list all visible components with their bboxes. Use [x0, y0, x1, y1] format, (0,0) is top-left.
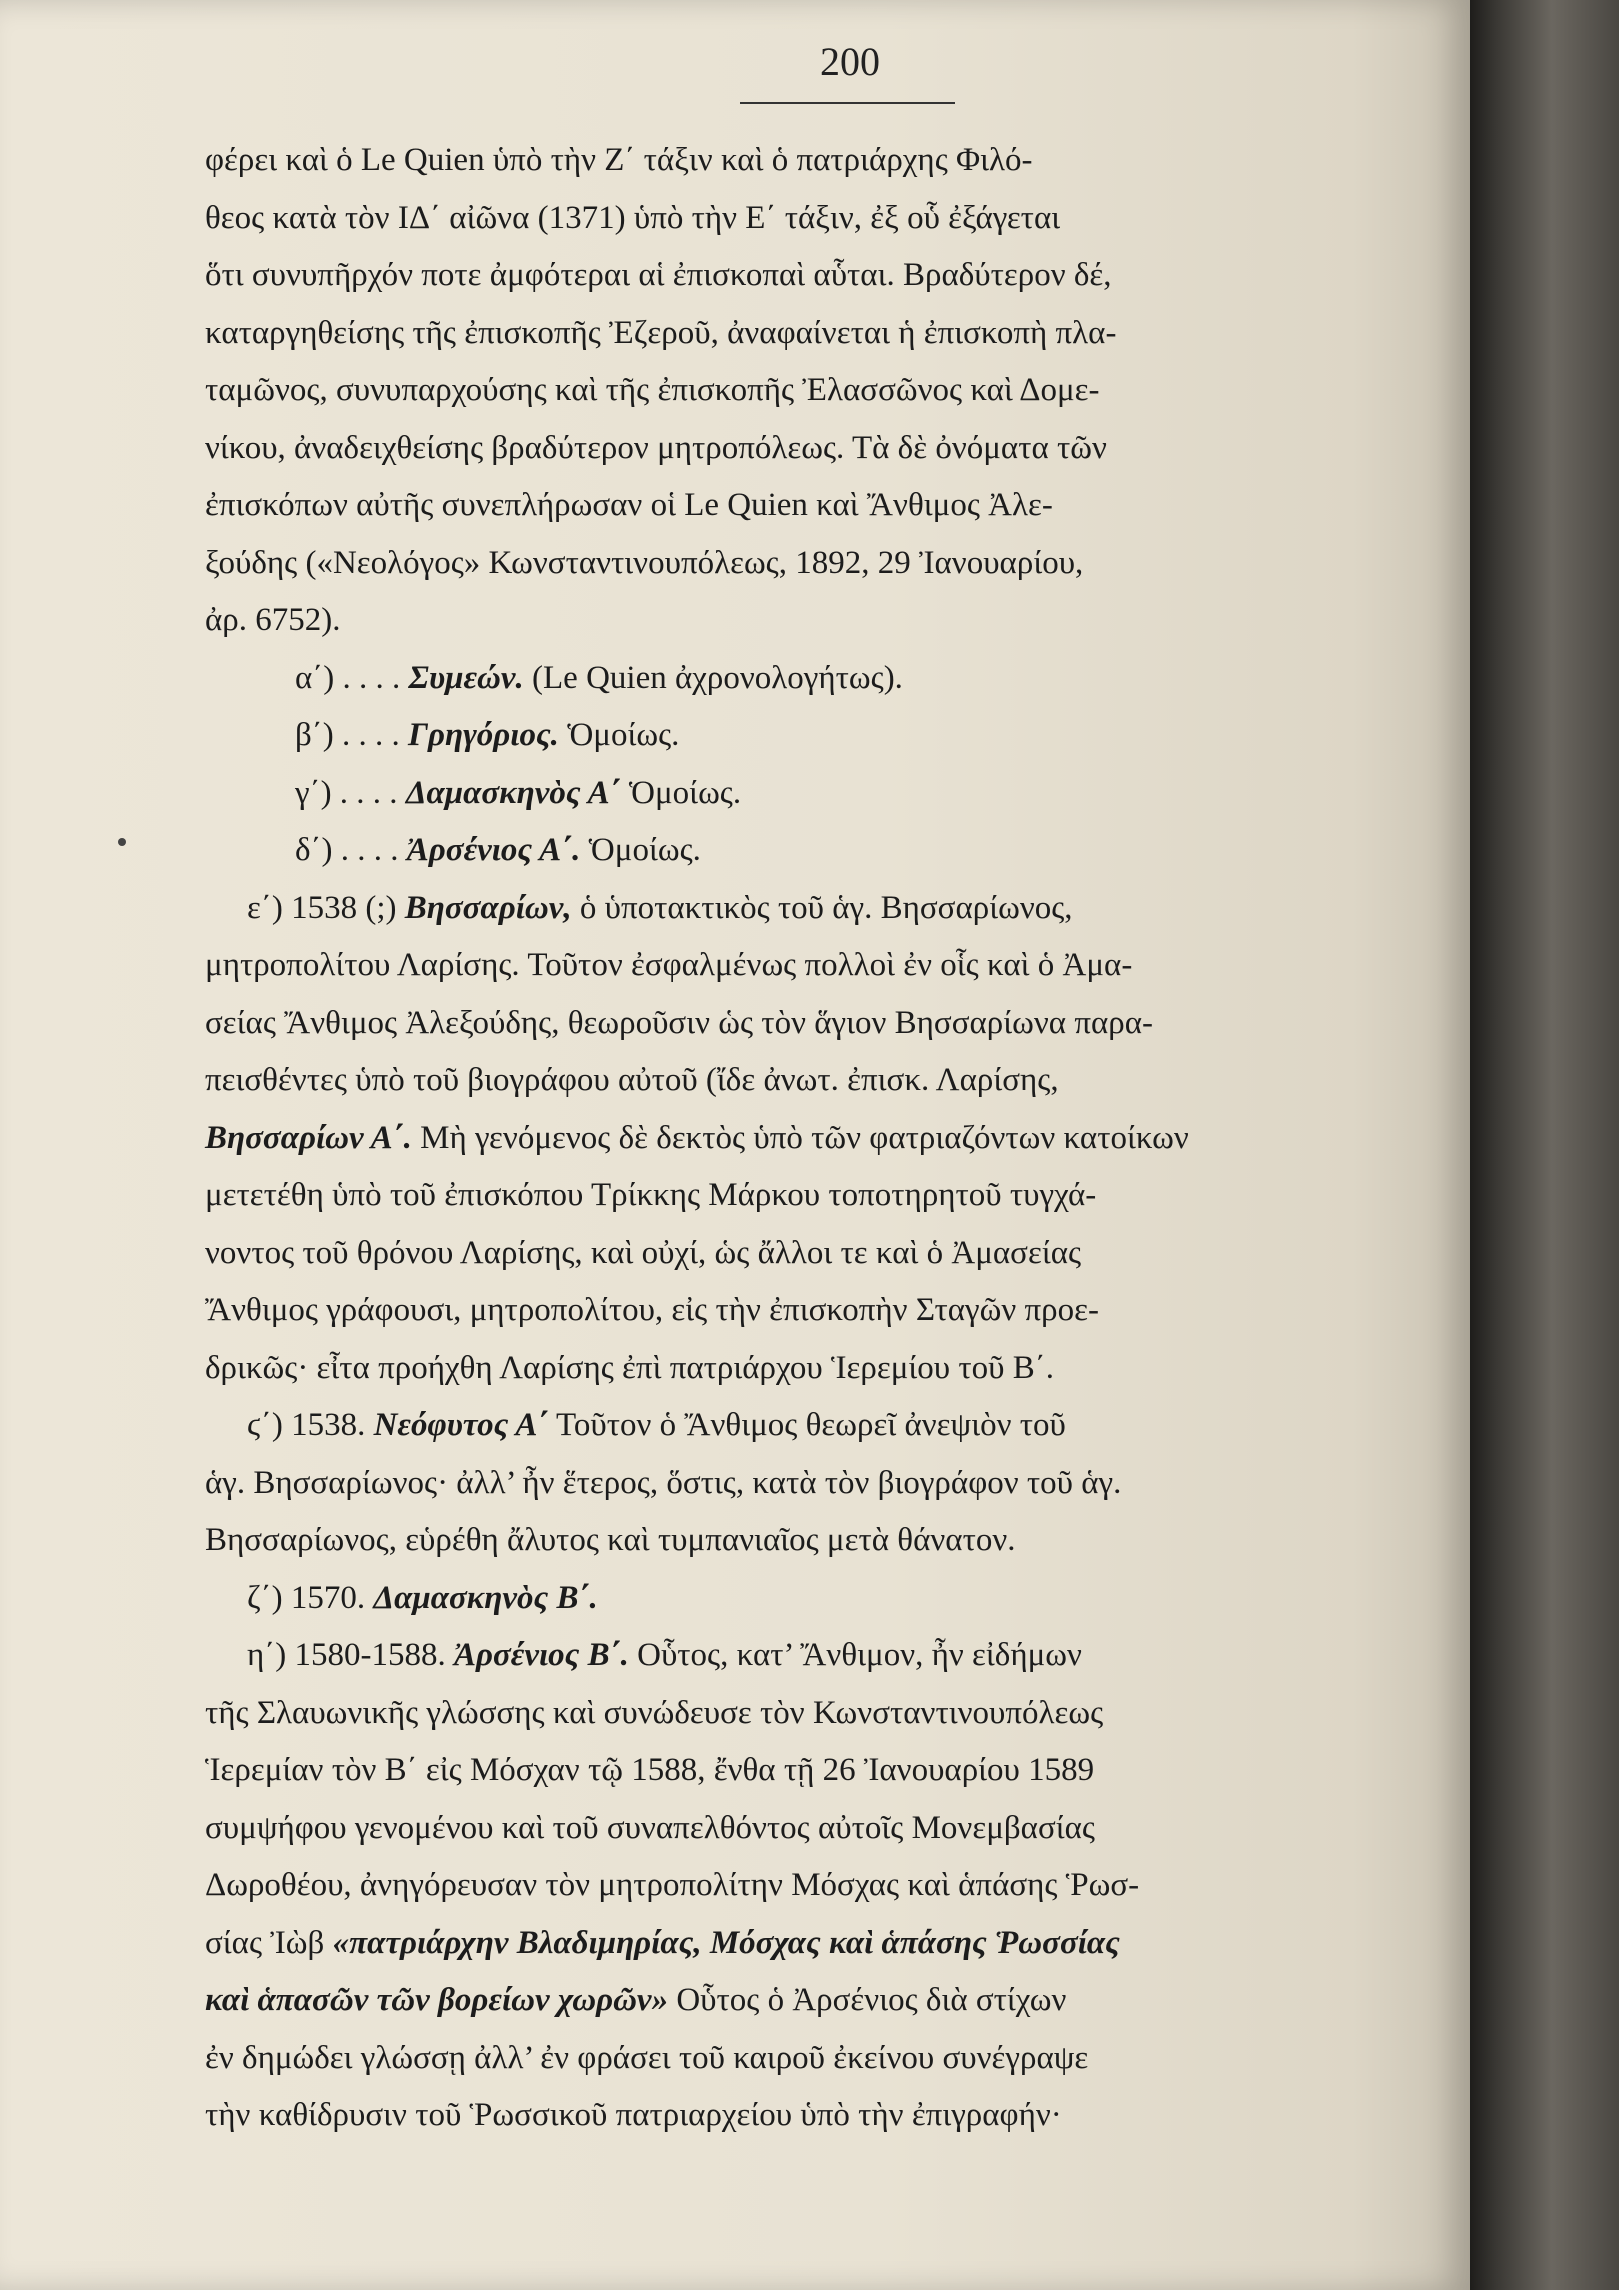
- text-line: πεισθέντες ὑπὸ τοῦ βιογράφου αὐτοῦ (ἴδε ἀνωτ. ἐπισκ. Λαρίσης,: [205, 1062, 1059, 1098]
- bishop-entry-gamma: [205, 765, 1445, 823]
- text-line: καὶ ἁπασῶν τῶν βορείων χωρῶν» Οὗτος ὁ Ἀρσένιος διὰ στίχων: [205, 1982, 1067, 2018]
- text-line: τὴν καθίδρυσιν τοῦ Ῥωσσικοῦ πατριαρχείου ὑπὸ τὴν ἐπιγραφήν·: [205, 2097, 1062, 2133]
- bishop-name: Βησσαρίων,: [404, 889, 572, 926]
- text-line: φέρει καὶ ὁ Le Quien ὑπὸ τὴν Ζ΄ τάξιν καὶ ὁ πατριάρχης Φιλό-: [205, 142, 1033, 178]
- text-line: ἁγ. Βησσαρίωνος· ἀλλ’ ἦν ἕτερος, ὅστις, κατὰ τὸν βιογράφον τοῦ ἁγ.: [205, 1464, 1122, 1501]
- text-body: [205, 132, 1445, 2145]
- bishop-name: Γρηγόριος.: [408, 717, 559, 753]
- bishop-name: Νεόφυτος Α΄: [373, 1407, 549, 1443]
- entry-number: δ΄) . . . .: [295, 832, 399, 868]
- text-line: Βησσαρίων Α΄. Μὴ γενόμενος δὲ δεκτὸς ὑπὸ τῶν φατριαζόντων κατοίκων: [205, 1119, 1189, 1156]
- text-line: τῆς Σλαυωνικῆς γλώσσης καὶ συνώδευσε τὸν Κωνσταντινουπόλεως: [205, 1694, 1104, 1731]
- page-number-rule: [740, 102, 955, 104]
- text-line: Δωροθέου, ἀνηγόρευσαν τὸν μητροπολίτην Μόσχας καὶ ἁπάσης Ῥωσ-: [205, 1867, 1140, 1903]
- text-line: ταμῶνος, συνυπαρχούσης καὶ τῆς ἐπισκοπῆς Ἐλασσῶνος καὶ Δομε-: [205, 372, 1100, 408]
- bishop-entry-delta: [205, 822, 1445, 880]
- bishop-name: Ἀρσένιος Β΄.: [453, 1637, 629, 1673]
- intro-paragraph: [205, 132, 1445, 650]
- text-line: η΄) 1580-1588. Ἀρσένιος Β΄. Οὗτος, κατ’ Ἄνθιμον, ἦν εἰδήμων: [247, 1637, 1082, 1673]
- text-line: Ἄνθιμος γράφουσι, μητροπολίτου, εἰς τὴν ἐπισκοπὴν Σταγῶν προε-: [205, 1292, 1099, 1328]
- bishop-entry-stigma: [205, 1397, 1445, 1570]
- entry-number: γ΄) . . . .: [295, 774, 398, 811]
- bishop-name: Δαμασκηνὸς Α΄: [405, 774, 621, 811]
- text-line: μητροπολίτου Λαρίσης. Τοῦτον ἐσφαλμένως πολλοὶ ἐν οἷς καὶ ὁ Ἀμα-: [205, 947, 1133, 983]
- text-line: Βησσαρίωνος, εὑρέθη ἄλυτος καὶ τυμπανιαῖος μετὰ θάνατον.: [205, 1522, 1016, 1558]
- book-gutter: [1470, 0, 1619, 2290]
- entry-note: Ὁμοίως.: [588, 832, 701, 868]
- text-line: ε΄) 1538 (;) Βησσαρίων, ὁ ὑποτακτικὸς τοῦ ἁγ. Βησσαρίωνος,: [247, 889, 1073, 926]
- bishop-reference: Βησσαρίων Α΄.: [205, 1119, 412, 1156]
- quoted-title: καὶ ἁπασῶν τῶν βορείων χωρῶν»: [205, 1982, 669, 2018]
- text-line: θεος κατὰ τὸν ΙΔ΄ αἰῶνα (1371) ὑπὸ τὴν Ε΄ τάξιν, ἐξ οὗ ἐξάγεται: [205, 199, 1061, 236]
- bishop-name: Δαμασκηνὸς Β΄.: [373, 1579, 598, 1616]
- text-line: ἐν δημώδει γλώσσῃ ἀλλ’ ἐν φράσει τοῦ καιροῦ ἐκείνου συνέγραψε: [205, 2039, 1089, 2076]
- bishop-name: Ἀρσένιος Α΄.: [406, 832, 581, 868]
- margin-mark: [118, 838, 126, 846]
- entry-note: Ὁμοίως.: [567, 717, 680, 753]
- entry-number: ζ΄) 1570.: [247, 1579, 366, 1616]
- text-line: δρικῶς· εἶτα προήχθη Λαρίσης ἐπὶ πατριάρχου Ἱερεμίου τοῦ Β΄.: [205, 1349, 1054, 1386]
- text-line: ϛ΄) 1538. Νεόφυτος Α΄ Τοῦτον ὁ Ἄνθιμος θεωρεῖ ἀνεψιὸν τοῦ: [247, 1407, 1066, 1443]
- entry-note: Ὁμοίως.: [628, 774, 742, 811]
- quoted-title: «πατριάρχην Βλαδιμηρίας, Μόσχας καὶ ἁπάσης Ῥωσσίας: [332, 1924, 1120, 1961]
- text-line: σίας Ἰὼβ «πατριάρχην Βλαδιμηρίας, Μόσχας καὶ ἁπάσης Ῥωσσίας: [205, 1924, 1120, 1961]
- text-line: νίκου, ἀναδειχθείσης βραδύτερον μητροπόλεως. Τὰ δὲ ὀνόματα τῶν: [205, 429, 1107, 466]
- bishop-name: Συμεών.: [408, 659, 524, 696]
- text-line: συμψήφου γενομένου καὶ τοῦ συναπελθόντος αὐτοῖς Μονεμβασίας: [205, 1809, 1096, 1846]
- entry-note: (Le Quien ἀχρονολογήτως).: [532, 659, 903, 696]
- text-line: ἀρ. 6752).: [205, 602, 341, 638]
- text-line: Ἱερεμίαν τὸν Β΄ εἰς Μόσχαν τῷ 1588, ἔνθα τῇ 26 Ἰανουαρίου 1589: [205, 1752, 1095, 1788]
- text-line: ἐπισκόπων αὐτῆς συνεπλήρωσαν οἱ Le Quien καὶ Ἄνθιμος Ἀλε-: [205, 487, 1053, 523]
- text-line: σείας Ἄνθιμος Ἀλεξούδης, θεωροῦσιν ὡς τὸν ἅγιον Βησσαρίωνα παρα-: [205, 1004, 1154, 1041]
- entry-number: η΄) 1580-1588.: [247, 1637, 446, 1673]
- bishop-entry-eta: [205, 1627, 1445, 2145]
- text-line: καταργηθείσης τῆς ἐπισκοπῆς Ἐζεροῦ, ἀναφαίνεται ἡ ἐπισκοπὴ πλα-: [205, 314, 1117, 351]
- page-number: 200: [820, 39, 880, 84]
- bishop-entry-zeta: [205, 1570, 1445, 1628]
- bishop-entry-beta: [205, 707, 1445, 765]
- text-line: μετετέθη ὑπὸ τοῦ ἐπισκόπου Τρίκκης Μάρκου τοποτηρητοῦ τυγχά-: [205, 1177, 1097, 1213]
- entry-number: ϛ΄) 1538.: [247, 1407, 366, 1443]
- entry-number: β΄) . . . .: [295, 717, 400, 753]
- text-line: ὅτι συνυπῆρχόν ποτε ἀμφότεραι αἱ ἐπισκοπαὶ αὗται. Βραδύτερον δέ,: [205, 257, 1112, 293]
- entry-number: α΄) . . . .: [295, 659, 401, 696]
- entry-number: ε΄) 1538 (;): [247, 889, 397, 926]
- bishop-entry-epsilon: [205, 880, 1445, 1398]
- text-line: ξούδης («Νεολόγος» Κωνσταντινουπόλεως, 1892, 29 Ἰανουαρίου,: [205, 544, 1084, 581]
- bishop-entry-alpha: [205, 650, 1445, 708]
- text-line: νοντος τοῦ θρόνου Λαρίσης, καὶ οὐχί, ὡς ἄλλοι τε καὶ ὁ Ἀμασείας: [205, 1234, 1082, 1271]
